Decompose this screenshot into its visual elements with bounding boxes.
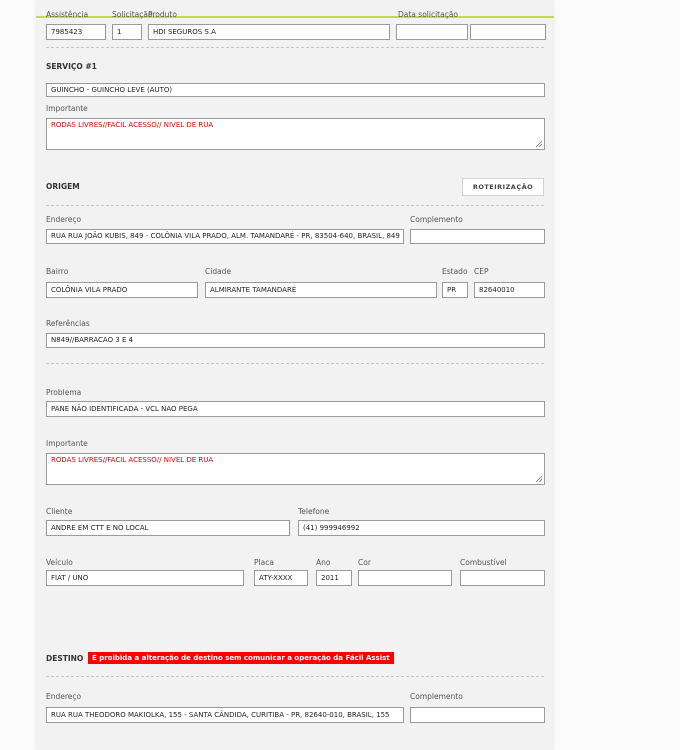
origem-endereco-label: Endereço (46, 215, 82, 224)
solicitacao-label: Solicitação (112, 10, 153, 19)
problema-field[interactable]: PANE NÃO IDENTIFICADA - VCL NAO PEGA (46, 401, 545, 417)
service-form-panel (36, 0, 554, 750)
produto-label: Produto (148, 10, 177, 19)
servico-importante-textarea[interactable] (46, 118, 545, 150)
data-solicitacao-label: Data solicitação (398, 10, 459, 19)
cor-field[interactable] (358, 570, 452, 586)
detalhes-importante-label: Importante (46, 439, 88, 448)
origem-complemento-label: Complemento (410, 215, 463, 224)
origem-complemento-field[interactable] (410, 229, 545, 244)
destino-complemento-label: Complemento (410, 692, 463, 701)
roteirizacao-button[interactable]: ROTEIRIZAÇÃO (462, 178, 544, 196)
origem-endereco-field[interactable]: RUA RUA JOÃO KUBIS, 849 - COLÔNIA VILA PRADO, ALM. TAMANDARÉ - PR, 83504-640, BRASIL, 849 (46, 229, 404, 244)
resize-grip-icon[interactable] (536, 141, 542, 147)
referencias-label: Referências (46, 319, 90, 328)
estado-label: Estado (442, 267, 468, 276)
destino-endereco-label: Endereço (46, 692, 82, 701)
cep-label: CEP (474, 267, 489, 276)
detalhes-importante-textarea[interactable] (46, 453, 545, 485)
destino-title: DESTINO (46, 654, 84, 663)
problema-label: Problema (46, 388, 82, 397)
telefone-field[interactable]: (41) 999946992 (298, 520, 545, 536)
combustivel-label: Combustível (460, 558, 507, 567)
servico-importante-text: RODAS LIVRES//FACIL ACESSO// NIVEL DE RUA (51, 121, 214, 129)
solicitacao-field[interactable]: 1 (112, 24, 142, 40)
divider (46, 205, 544, 206)
placa-field[interactable]: ATY-XXXX (254, 570, 308, 586)
destino-complemento-field[interactable] (410, 707, 545, 723)
placa-label: Placa (254, 558, 274, 567)
divider (46, 676, 544, 677)
ano-field[interactable]: 2011 (316, 570, 352, 586)
divider (46, 363, 544, 364)
destino-warning-badge: É proibida a alteração de destino sem comunicar a operação da Fácil Assist (88, 652, 394, 664)
veiculo-label: Veículo (46, 558, 73, 567)
cidade-field[interactable]: ALMIRANTE TAMANDARÉ (205, 282, 437, 298)
hora-solicitacao-field[interactable] (470, 24, 546, 40)
veiculo-field[interactable]: FIAT / UNO (46, 570, 244, 586)
cep-field[interactable]: 82640010 (474, 282, 545, 298)
assistencia-field[interactable]: 7985423 (46, 24, 106, 40)
assistencia-label: Assistência (46, 10, 89, 19)
bairro-field[interactable]: COLÔNIA VILA PRADO (46, 282, 198, 298)
produto-field[interactable]: HDI SEGUROS S.A (148, 24, 390, 40)
cliente-label: Cliente (46, 507, 73, 516)
combustivel-field[interactable] (460, 570, 545, 586)
telefone-label: Telefone (298, 507, 330, 516)
servico-title: SERVIÇO #1 (46, 62, 97, 71)
destino-endereco-field[interactable]: RUA RUA THEODORO MAKIOLKA, 155 - SANTA CÂNDIDA, CURITIBA - PR, 82640-010, BRASIL, 155 (46, 707, 404, 723)
bairro-label: Bairro (46, 267, 69, 276)
divider (46, 47, 544, 48)
resize-grip-icon[interactable] (536, 476, 542, 482)
cor-label: Cor (358, 558, 371, 567)
referencias-field[interactable]: N849//BARRACAO 3 E 4 (46, 333, 545, 348)
servico-field[interactable]: GUINCHO - GUINCHO LEVE (AUTO) (46, 83, 545, 97)
cidade-label: Cidade (205, 267, 232, 276)
detalhes-importante-text: RODAS LIVRES//FACIL ACESSO// NIVEL DE RUA (51, 456, 214, 464)
data-solicitacao-field[interactable] (396, 24, 468, 40)
estado-field[interactable]: PR (442, 282, 468, 298)
cliente-field[interactable]: ANDRE EM CTT E NO LOCAL (46, 520, 290, 536)
ano-label: Ano (316, 558, 331, 567)
origem-title: ORIGEM (46, 182, 80, 191)
servico-importante-label: Importante (46, 104, 88, 113)
